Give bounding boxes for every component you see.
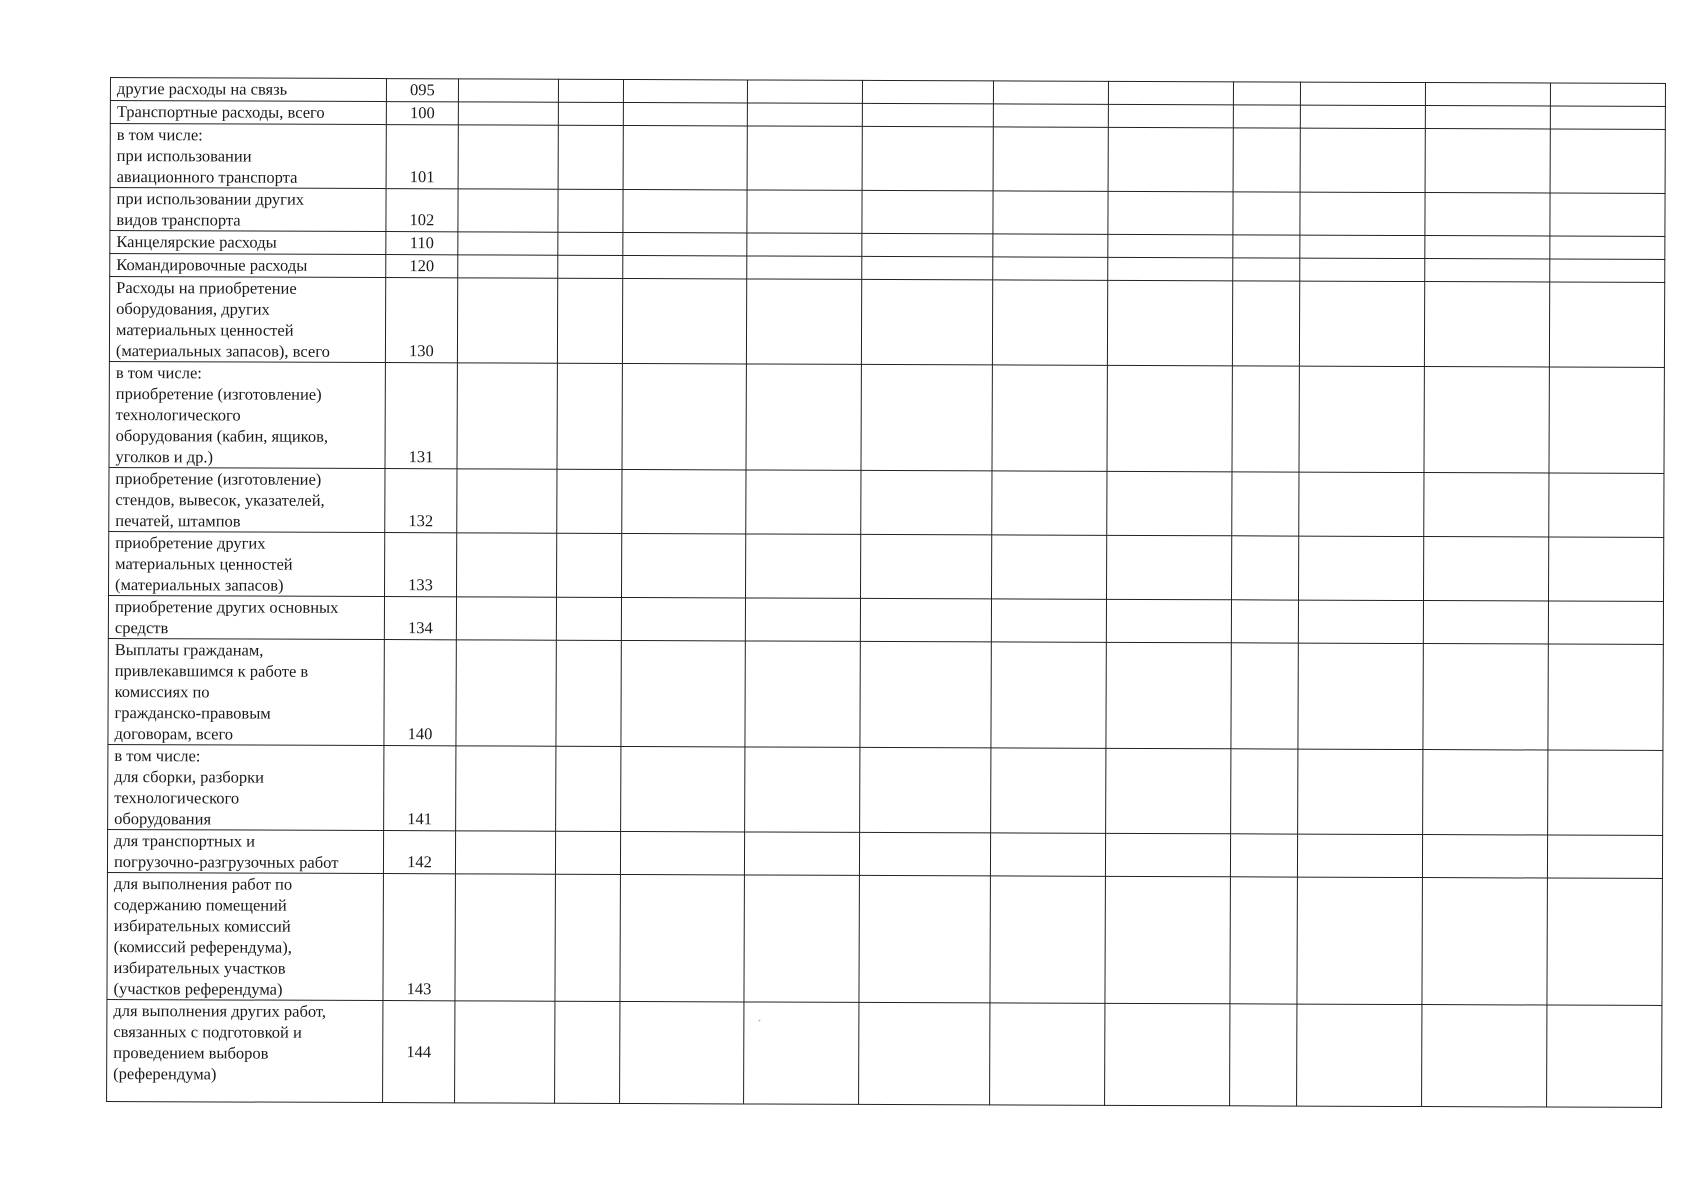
value-cell[interactable]: [1300, 192, 1425, 235]
row-label-line: привлекавшимся к работе в: [114, 661, 309, 681]
value-cell[interactable]: [859, 1002, 990, 1105]
row-label-line: Транспортные расходы, всего: [116, 102, 325, 122]
table-row: [110, 188, 1665, 237]
value-cell[interactable]: [993, 127, 1108, 191]
value-cell[interactable]: [1298, 643, 1423, 749]
row-label-line: для выполнения других работ,: [113, 1001, 327, 1021]
value-cell[interactable]: [993, 191, 1108, 234]
value-cell[interactable]: [557, 533, 622, 597]
value-cell[interactable]: [1423, 537, 1548, 601]
value-cell[interactable]: [456, 597, 556, 640]
value-cell[interactable]: [623, 232, 747, 255]
row-label-line: для сборки, разборки: [114, 767, 265, 787]
row-label-line: приобретение (изготовление): [115, 384, 322, 404]
value-cell[interactable]: [1550, 106, 1665, 129]
value-cell[interactable]: [1425, 259, 1550, 282]
value-cell[interactable]: [747, 80, 862, 103]
row-label: [107, 999, 383, 1102]
value-cell[interactable]: [455, 831, 555, 874]
value-cell[interactable]: [621, 597, 745, 640]
value-cell[interactable]: [1422, 835, 1547, 878]
row-label-line: материальных ценностей: [115, 320, 294, 340]
value-cell[interactable]: [993, 234, 1108, 257]
value-cell[interactable]: [1232, 366, 1299, 472]
value-cell[interactable]: [1548, 537, 1663, 601]
value-cell[interactable]: [1106, 599, 1231, 642]
table-row: [108, 638, 1663, 750]
table-row: [110, 124, 1665, 194]
value-cell[interactable]: [1298, 749, 1423, 834]
value-cell[interactable]: [620, 831, 744, 874]
row-label: [107, 829, 383, 873]
value-cell[interactable]: [745, 598, 860, 641]
row-label: [108, 744, 384, 830]
value-cell[interactable]: [455, 1001, 555, 1103]
value-cell[interactable]: [623, 255, 747, 278]
value-cell[interactable]: [1231, 600, 1298, 643]
value-cell[interactable]: [1424, 473, 1549, 537]
table-row: [108, 744, 1663, 835]
row-label-line: договорам, всего: [114, 724, 234, 744]
value-cell[interactable]: [1425, 106, 1550, 129]
row-label-line: связанных с подготовкой и: [113, 1022, 302, 1042]
row-label-line: приобретение других основных: [114, 597, 339, 617]
row-label-line: (референдума): [113, 1064, 217, 1084]
row-code: 101: [386, 125, 458, 189]
row-label: [107, 872, 383, 1000]
row-label-line: стендов, вывесок, указателей,: [115, 490, 325, 510]
row-label-line: оборудования: [114, 809, 212, 829]
value-cell[interactable]: [1550, 259, 1665, 282]
value-cell[interactable]: [557, 363, 622, 469]
value-cell[interactable]: [1106, 748, 1231, 833]
value-cell[interactable]: [557, 469, 622, 533]
row-label-line: авиационного транспорта: [116, 167, 298, 187]
row-code: 142: [383, 831, 455, 874]
row-label-line: Командировочные расходы: [116, 255, 308, 275]
value-cell[interactable]: [1231, 643, 1298, 749]
row-label-line: средств: [114, 618, 169, 638]
row-label: [109, 277, 385, 363]
value-cell[interactable]: [1299, 472, 1424, 536]
value-cell[interactable]: [1230, 877, 1297, 1004]
row-label-line: при использовании других: [116, 189, 305, 209]
value-cell[interactable]: [747, 190, 862, 233]
value-cell[interactable]: [746, 470, 861, 534]
value-cell[interactable]: [1300, 105, 1425, 128]
value-cell[interactable]: [1233, 235, 1300, 258]
table-row: [107, 999, 1662, 1107]
value-cell[interactable]: [1548, 644, 1663, 750]
value-cell[interactable]: [623, 189, 747, 232]
value-cell[interactable]: [1300, 82, 1425, 105]
value-cell[interactable]: [623, 102, 747, 125]
value-cell[interactable]: [558, 79, 623, 102]
row-label: [109, 531, 385, 596]
row-code: 143: [383, 874, 455, 1001]
value-cell[interactable]: [991, 748, 1106, 833]
row-label-line: (комиссий референдума),: [113, 937, 292, 957]
value-cell[interactable]: [458, 102, 558, 125]
value-cell[interactable]: [992, 365, 1107, 471]
value-cell[interactable]: [621, 640, 745, 746]
value-cell[interactable]: [458, 79, 558, 102]
row-label-line: приобретение других: [115, 533, 266, 553]
value-cell[interactable]: [1297, 877, 1422, 1004]
row-code: 100: [386, 102, 458, 125]
value-cell[interactable]: [1107, 535, 1232, 599]
value-cell[interactable]: [744, 875, 859, 1002]
row-label-line: приобретение (изготовление): [115, 469, 322, 489]
value-cell[interactable]: [1424, 282, 1549, 367]
row-code: 133: [385, 533, 457, 597]
value-cell[interactable]: [555, 831, 620, 874]
value-cell[interactable]: [1425, 129, 1550, 193]
row-label-line: уголков и др.): [115, 447, 214, 467]
value-cell[interactable]: [862, 103, 993, 127]
value-cell[interactable]: [1547, 1005, 1662, 1107]
value-cell[interactable]: [992, 535, 1107, 599]
row-label-line: Канцелярские расходы: [116, 232, 277, 252]
value-cell[interactable]: [1550, 83, 1665, 106]
value-cell[interactable]: [1550, 236, 1665, 259]
value-cell[interactable]: [458, 255, 558, 278]
value-cell[interactable]: [1108, 257, 1233, 280]
value-cell[interactable]: [1108, 191, 1233, 234]
value-cell[interactable]: [1549, 367, 1664, 473]
value-cell[interactable]: [457, 278, 557, 363]
value-cell[interactable]: [1550, 129, 1665, 193]
value-cell[interactable]: [458, 125, 558, 189]
value-cell[interactable]: [993, 257, 1108, 280]
row-label-line: проведением выборов: [113, 1043, 269, 1063]
row-label-line: избирательных участков: [113, 958, 286, 978]
value-cell[interactable]: [1299, 366, 1424, 472]
row-code: 102: [386, 189, 458, 232]
value-cell[interactable]: [1297, 1004, 1422, 1106]
value-cell[interactable]: [1232, 281, 1299, 366]
value-cell[interactable]: [747, 256, 862, 279]
row-code: 141: [384, 746, 456, 831]
value-cell[interactable]: [745, 747, 860, 832]
value-cell[interactable]: [1424, 367, 1549, 473]
table-row: [109, 467, 1664, 537]
table-row: [108, 595, 1663, 644]
row-label-line: для выполнения работ по: [113, 874, 293, 894]
row-label-line: технологического: [114, 788, 240, 808]
table-body: [107, 78, 1666, 1108]
value-cell[interactable]: [1300, 128, 1425, 192]
value-cell[interactable]: [1108, 127, 1233, 191]
row-label-line: гражданско-правовым: [114, 703, 271, 723]
value-cell[interactable]: [993, 81, 1108, 104]
value-cell[interactable]: [1423, 750, 1548, 835]
expense-table: [106, 77, 1666, 1108]
value-cell[interactable]: [1230, 834, 1297, 877]
value-cell[interactable]: [620, 1001, 744, 1103]
value-cell[interactable]: [993, 104, 1108, 127]
row-label: [110, 188, 386, 232]
value-cell[interactable]: [558, 102, 623, 125]
value-cell[interactable]: [623, 125, 747, 189]
row-label-line: печатей, штампов: [115, 511, 241, 531]
value-cell[interactable]: [1549, 473, 1664, 537]
value-cell[interactable]: [558, 232, 623, 255]
value-cell[interactable]: [747, 126, 862, 190]
row-label: [110, 101, 386, 125]
value-cell[interactable]: [1423, 644, 1548, 750]
value-cell[interactable]: [746, 279, 861, 364]
table-row: [107, 872, 1662, 1005]
value-cell[interactable]: [991, 599, 1106, 642]
value-cell[interactable]: [1425, 236, 1550, 259]
row-label: [109, 361, 385, 468]
row-label-line: другие расходы на связь: [116, 79, 288, 99]
value-cell[interactable]: [861, 364, 992, 471]
value-cell[interactable]: [1107, 280, 1232, 365]
value-cell[interactable]: [1300, 235, 1425, 258]
value-cell[interactable]: [458, 232, 558, 255]
value-cell[interactable]: [1105, 833, 1230, 876]
value-cell[interactable]: [1300, 258, 1425, 281]
value-cell[interactable]: [859, 832, 990, 876]
row-label-line: при использовании: [116, 146, 252, 166]
value-cell[interactable]: [746, 364, 861, 470]
value-cell[interactable]: [747, 233, 862, 256]
value-cell[interactable]: [622, 278, 746, 363]
row-label: [110, 124, 386, 189]
value-cell[interactable]: [862, 233, 993, 257]
value-cell[interactable]: [1105, 876, 1230, 1003]
value-cell[interactable]: [1548, 601, 1663, 644]
value-cell[interactable]: [859, 875, 990, 1003]
value-cell[interactable]: [1108, 104, 1233, 127]
value-cell[interactable]: [1549, 282, 1664, 367]
value-cell[interactable]: [1297, 834, 1422, 877]
value-cell[interactable]: [861, 534, 992, 599]
value-cell[interactable]: [456, 640, 556, 746]
row-label-line: для транспортных и: [114, 831, 256, 851]
row-code: 132: [385, 469, 457, 533]
value-cell[interactable]: [860, 641, 991, 748]
row-label: [108, 595, 384, 639]
table-row: [107, 829, 1662, 878]
value-cell[interactable]: [555, 1001, 620, 1103]
value-cell[interactable]: [1422, 878, 1547, 1005]
value-cell[interactable]: [744, 832, 859, 875]
value-cell[interactable]: [1233, 82, 1300, 105]
value-cell[interactable]: [457, 469, 557, 533]
value-cell[interactable]: [622, 469, 746, 533]
row-label-line: избирательных комиссий: [113, 916, 291, 936]
value-cell[interactable]: [1233, 258, 1300, 281]
value-cell[interactable]: [1233, 105, 1300, 128]
value-cell[interactable]: [1298, 600, 1423, 643]
value-cell[interactable]: [1425, 193, 1550, 236]
row-label-line: Расходы на приобретение: [116, 278, 297, 298]
value-cell[interactable]: [1106, 642, 1231, 748]
value-cell[interactable]: [861, 470, 992, 535]
value-cell[interactable]: [1547, 835, 1662, 878]
row-label: [110, 78, 386, 102]
row-label-line: в том числе:: [115, 363, 202, 383]
value-cell[interactable]: [746, 534, 861, 598]
value-cell[interactable]: [860, 747, 991, 833]
value-cell[interactable]: [1232, 536, 1299, 600]
value-cell[interactable]: [1107, 471, 1232, 535]
value-cell[interactable]: [1423, 601, 1548, 644]
value-cell[interactable]: [861, 279, 992, 365]
value-cell[interactable]: [747, 103, 862, 126]
value-cell[interactable]: [1232, 472, 1299, 536]
value-cell[interactable]: [1108, 81, 1233, 104]
value-cell[interactable]: [555, 874, 620, 1001]
value-cell[interactable]: [862, 256, 993, 280]
value-cell[interactable]: [455, 874, 555, 1001]
value-cell[interactable]: [745, 641, 860, 747]
value-cell[interactable]: [557, 278, 622, 363]
row-label: [108, 638, 384, 745]
value-cell[interactable]: [862, 126, 993, 191]
value-cell[interactable]: [456, 746, 556, 831]
form-sheet: [106, 77, 1665, 1108]
value-cell[interactable]: [621, 746, 745, 831]
value-cell[interactable]: [620, 874, 744, 1001]
row-code: 134: [384, 597, 456, 640]
row-label-line: оборудования (кабин, ящиков,: [115, 426, 329, 446]
value-cell[interactable]: [990, 876, 1105, 1003]
value-cell[interactable]: [457, 363, 557, 469]
row-label-line: комиссиях по: [114, 682, 210, 702]
value-cell[interactable]: [1233, 128, 1300, 192]
value-cell[interactable]: [990, 833, 1105, 876]
value-cell[interactable]: [744, 1002, 859, 1104]
row-code: 144: [383, 1001, 455, 1103]
scan-speck: [758, 1019, 760, 1021]
value-cell[interactable]: [558, 189, 623, 232]
row-label-line: оборудования, других: [116, 299, 270, 319]
value-cell[interactable]: [558, 255, 623, 278]
value-cell[interactable]: [1299, 536, 1424, 600]
value-cell[interactable]: [556, 597, 621, 640]
row-label-line: погрузочно-разгрузочных работ: [113, 852, 339, 872]
row-label-line: (участков референдума): [113, 979, 283, 999]
row-label-line: Выплаты гражданам,: [114, 640, 264, 660]
value-cell[interactable]: [1105, 1003, 1230, 1105]
row-code: 140: [384, 640, 456, 746]
value-cell[interactable]: [862, 80, 993, 104]
value-cell[interactable]: [1548, 750, 1663, 835]
row-label-line: видов транспорта: [116, 210, 241, 230]
row-code: 110: [386, 232, 458, 255]
value-cell[interactable]: [1547, 878, 1662, 1005]
value-cell[interactable]: [1107, 365, 1232, 471]
row-label-line: в том числе:: [116, 125, 203, 145]
value-cell[interactable]: [558, 125, 623, 189]
value-cell[interactable]: [992, 471, 1107, 535]
value-cell[interactable]: [862, 190, 993, 234]
value-cell[interactable]: [1233, 192, 1300, 235]
value-cell[interactable]: [623, 79, 747, 102]
table-row: [109, 277, 1664, 368]
row-code: 130: [385, 278, 457, 363]
value-cell[interactable]: [457, 533, 557, 597]
table-row: [109, 531, 1664, 601]
value-cell[interactable]: [992, 280, 1107, 365]
row-label-line: в том числе:: [114, 746, 201, 766]
value-cell[interactable]: [860, 598, 991, 642]
value-cell[interactable]: [458, 189, 558, 232]
row-label-line: (материальных запасов): [115, 575, 284, 595]
table-row: [109, 361, 1664, 473]
row-label: [110, 254, 386, 278]
row-code: 120: [386, 255, 458, 278]
row-label-line: содержанию помещений: [113, 895, 287, 915]
value-cell[interactable]: [622, 533, 746, 597]
value-cell[interactable]: [556, 746, 621, 831]
value-cell[interactable]: [991, 642, 1106, 748]
row-label-line: (материальных запасов), всего: [115, 341, 330, 361]
row-code: 131: [385, 363, 457, 469]
value-cell[interactable]: [1425, 83, 1550, 106]
value-cell[interactable]: [556, 640, 621, 746]
value-cell[interactable]: [1108, 234, 1233, 257]
value-cell[interactable]: [1550, 193, 1665, 236]
value-cell[interactable]: [1230, 1004, 1297, 1106]
row-label-line: материальных ценностей: [115, 554, 293, 574]
row-label: [109, 467, 385, 532]
value-cell[interactable]: [1422, 1005, 1547, 1107]
row-code: 095: [386, 79, 458, 102]
value-cell[interactable]: [1231, 749, 1298, 834]
value-cell[interactable]: [622, 363, 746, 469]
value-cell[interactable]: [990, 1003, 1105, 1105]
row-label-line: технологического: [115, 405, 241, 425]
row-label: [110, 231, 386, 255]
value-cell[interactable]: [1299, 281, 1424, 366]
